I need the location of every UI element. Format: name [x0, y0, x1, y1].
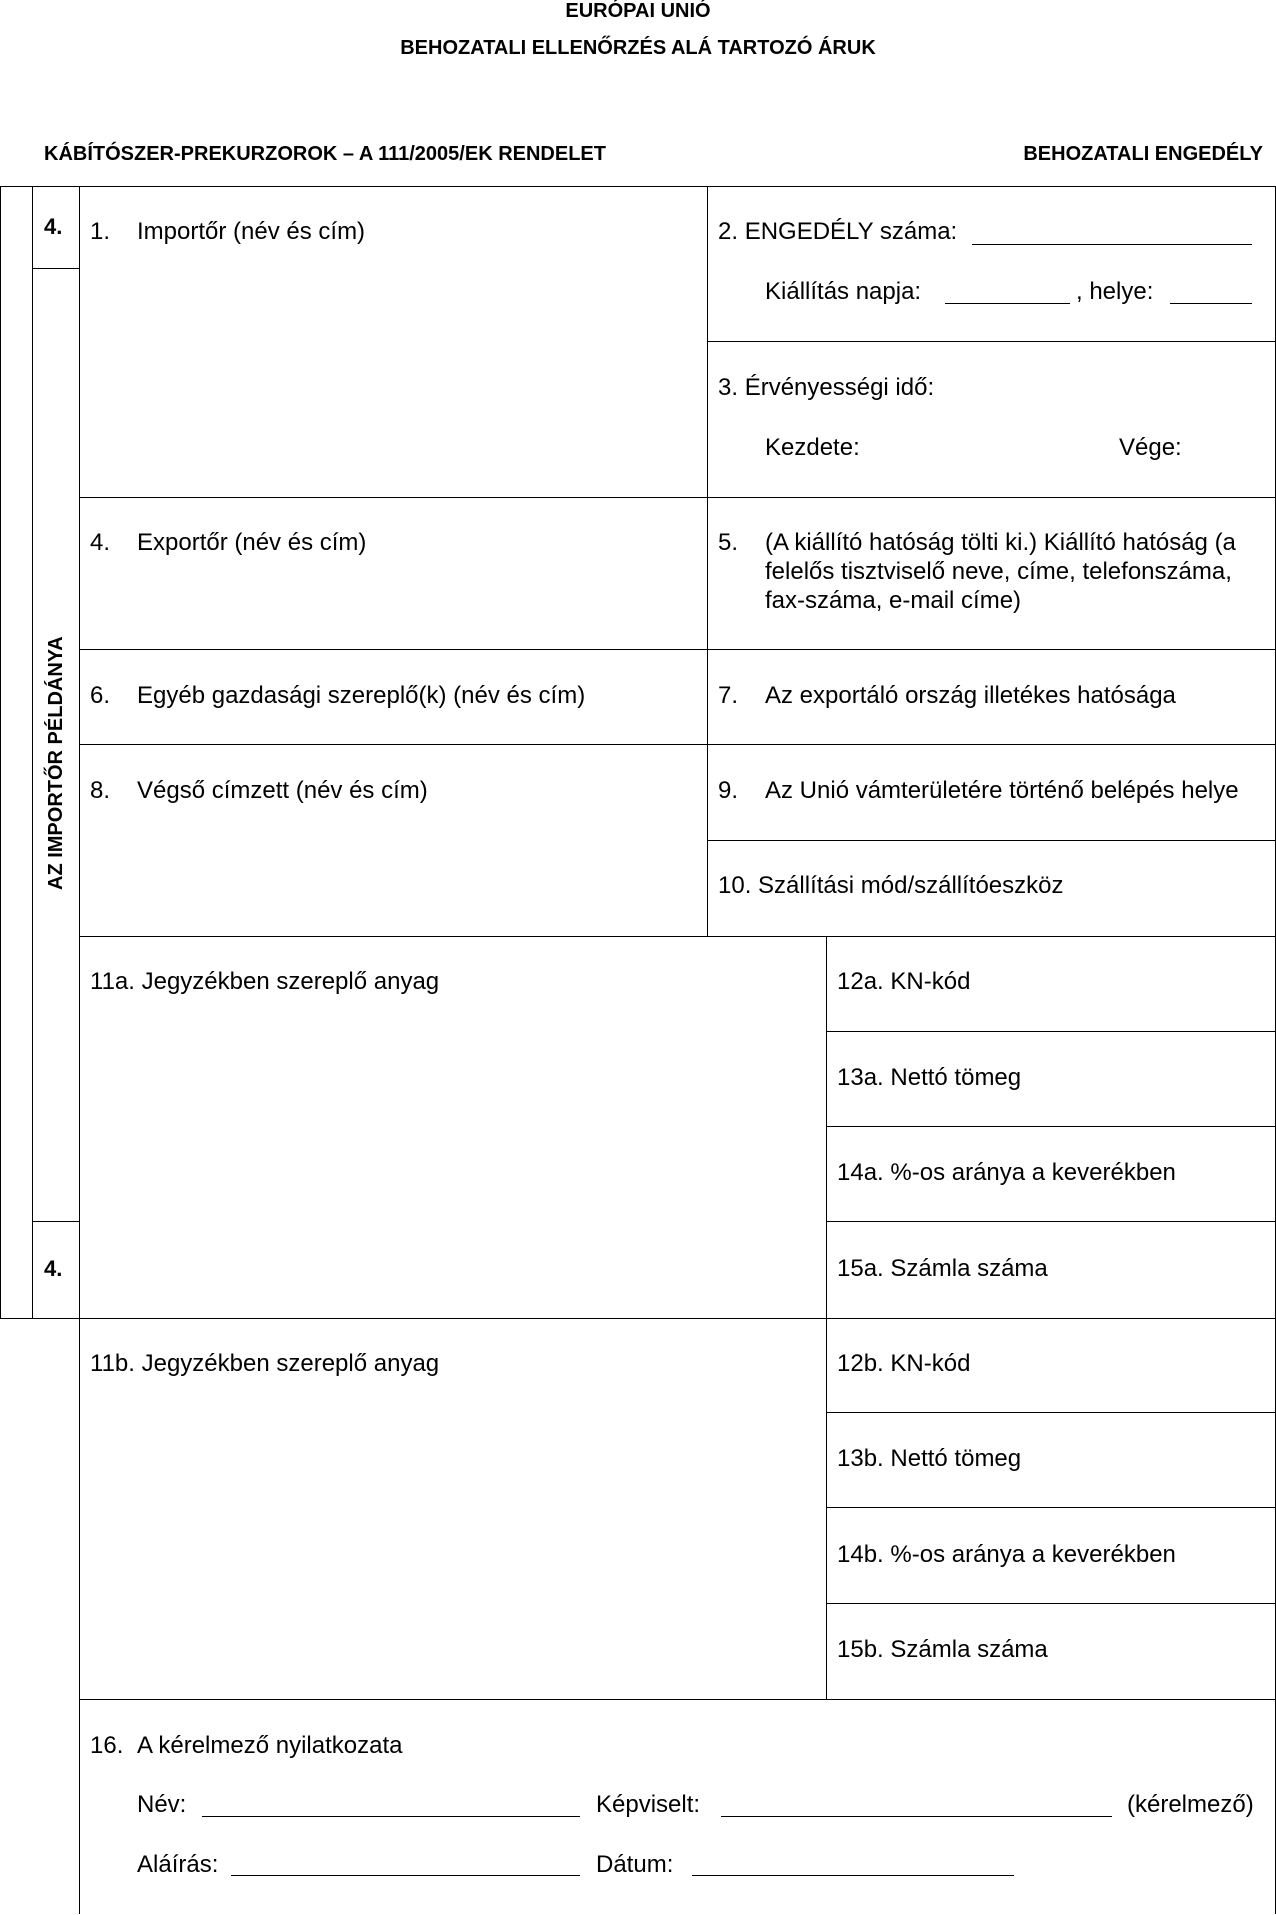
field-11b-label: 11b. Jegyzékben szereplő anyag [90, 1350, 440, 1377]
applicant-role-label: (kérelmező) [1127, 1791, 1254, 1818]
header-regulation: KÁBÍTÓSZER-PREKURZOROK – A 111/2005/EK RENDELET [44, 143, 606, 165]
issue-place-field[interactable] [1170, 303, 1252, 304]
field-3-label: 3. Érvényességi idő: [718, 374, 935, 401]
field-15a-label: 15a. Számla száma [837, 1255, 1048, 1282]
importer-copy-label: AZ IMPORTŐR PÉLDÁNYA [45, 636, 67, 890]
box14b-15b-divider [826, 1603, 1276, 1604]
field-2-label: 2. ENGEDÉLY száma: [718, 218, 958, 245]
box13b-14b-divider [826, 1507, 1276, 1508]
row-upper-section-bottom [79, 936, 1276, 937]
section-b-bottom [79, 1699, 1276, 1700]
issue-place-label: , helye: [1076, 278, 1154, 305]
field-16-label: 16. A kérelmező nyilatkozata [90, 1732, 403, 1759]
applicant-name-field[interactable] [202, 1816, 580, 1817]
field-9-label: 9. Az Unió vámterületére történő belépés helye [718, 777, 1239, 804]
date-label: Dátum: [596, 1851, 674, 1878]
copy-number-top: 4. [44, 214, 63, 239]
box2-3-divider [707, 341, 1276, 342]
field-6-label: 6. Egyéb gazdasági szereplő(k) (név és cím) [90, 682, 586, 709]
section-a-bottom [0, 1318, 1276, 1319]
represented-field[interactable] [721, 1816, 1112, 1817]
field-5-line1: (A kiállító hatóság tölti ki.) Kiállító hatóság (a [765, 529, 1236, 556]
signature-label: Aláírás: [137, 1851, 219, 1878]
field-14b-label: 14b. %-os aránya a keverékben [837, 1541, 1176, 1568]
applicant-name-label: Név: [137, 1791, 187, 1818]
field-1-label: 1. Importőr (név és cím) [90, 218, 366, 245]
header-eu: EURÓPAI UNIÓ [565, 0, 711, 22]
field-13b-label: 13b. Nettó tömeg [837, 1445, 1022, 1472]
field-5-line2: felelős tisztviselő neve, címe, telefonszáma, [765, 558, 1232, 585]
row3-bottom [79, 744, 1276, 745]
field-4-label: 4. Exportőr (név és cím) [90, 529, 367, 556]
form-outer-left-border [0, 186, 1, 1319]
field-12b-label: 12b. KN-kód [837, 1350, 971, 1377]
side-num-top-divider [32, 268, 79, 269]
row2-bottom [79, 649, 1276, 650]
header-document-type: BEHOZATALI ENGEDÉLY [1023, 143, 1263, 165]
main-left-border [79, 186, 80, 1914]
box9-10-divider [707, 840, 1276, 841]
top-border [0, 186, 1276, 187]
side-strip-border [32, 186, 33, 1319]
field-13a-label: 13a. Nettó tömeg [837, 1064, 1022, 1091]
field-12a-label: 12a. KN-kód [837, 968, 971, 995]
field-5-line3: fax-száma, e-mail címe) [765, 587, 1022, 614]
box13a-14a-divider [826, 1126, 1276, 1127]
box12a-13a-divider [826, 1031, 1276, 1032]
permit-number-field[interactable] [972, 244, 1252, 245]
field-11a-label: 11a. Jegyzékben szereplő anyag [90, 968, 440, 995]
validity-end-label: Vége: [1119, 434, 1182, 461]
column-divider-upper [707, 186, 708, 936]
field-7-label: 7. Az exportáló ország illetékes hatósága [718, 682, 1176, 709]
copy-number-bottom: 4. [44, 1256, 63, 1281]
date-field[interactable] [692, 1875, 1014, 1876]
issue-date-label: Kiállítás napja: [765, 278, 922, 305]
field-5-number: 5. [718, 529, 739, 556]
box12b-13b-divider [826, 1412, 1276, 1413]
field-8-label: 8. Végső címzett (név és cím) [90, 777, 428, 804]
field-15b-label: 15b. Számla száma [837, 1636, 1048, 1663]
box14a-15a-divider [826, 1221, 1276, 1222]
validity-start-label: Kezdete: [765, 434, 860, 461]
row1-bottom [79, 497, 1276, 498]
represented-label: Képviselt: [596, 1791, 701, 1818]
signature-field[interactable] [231, 1875, 580, 1876]
field-14a-label: 14a. %-os aránya a keverékben [837, 1159, 1176, 1186]
header-subtitle: BEHOZATALI ELLENŐRZÉS ALÁ TARTOZÓ ÁRUK [400, 37, 876, 59]
issue-date-field[interactable] [945, 303, 1070, 304]
field-10-label: 10. Szállítási mód/szállítóeszköz [718, 872, 1064, 899]
side-num-bottom-divider [32, 1221, 79, 1222]
